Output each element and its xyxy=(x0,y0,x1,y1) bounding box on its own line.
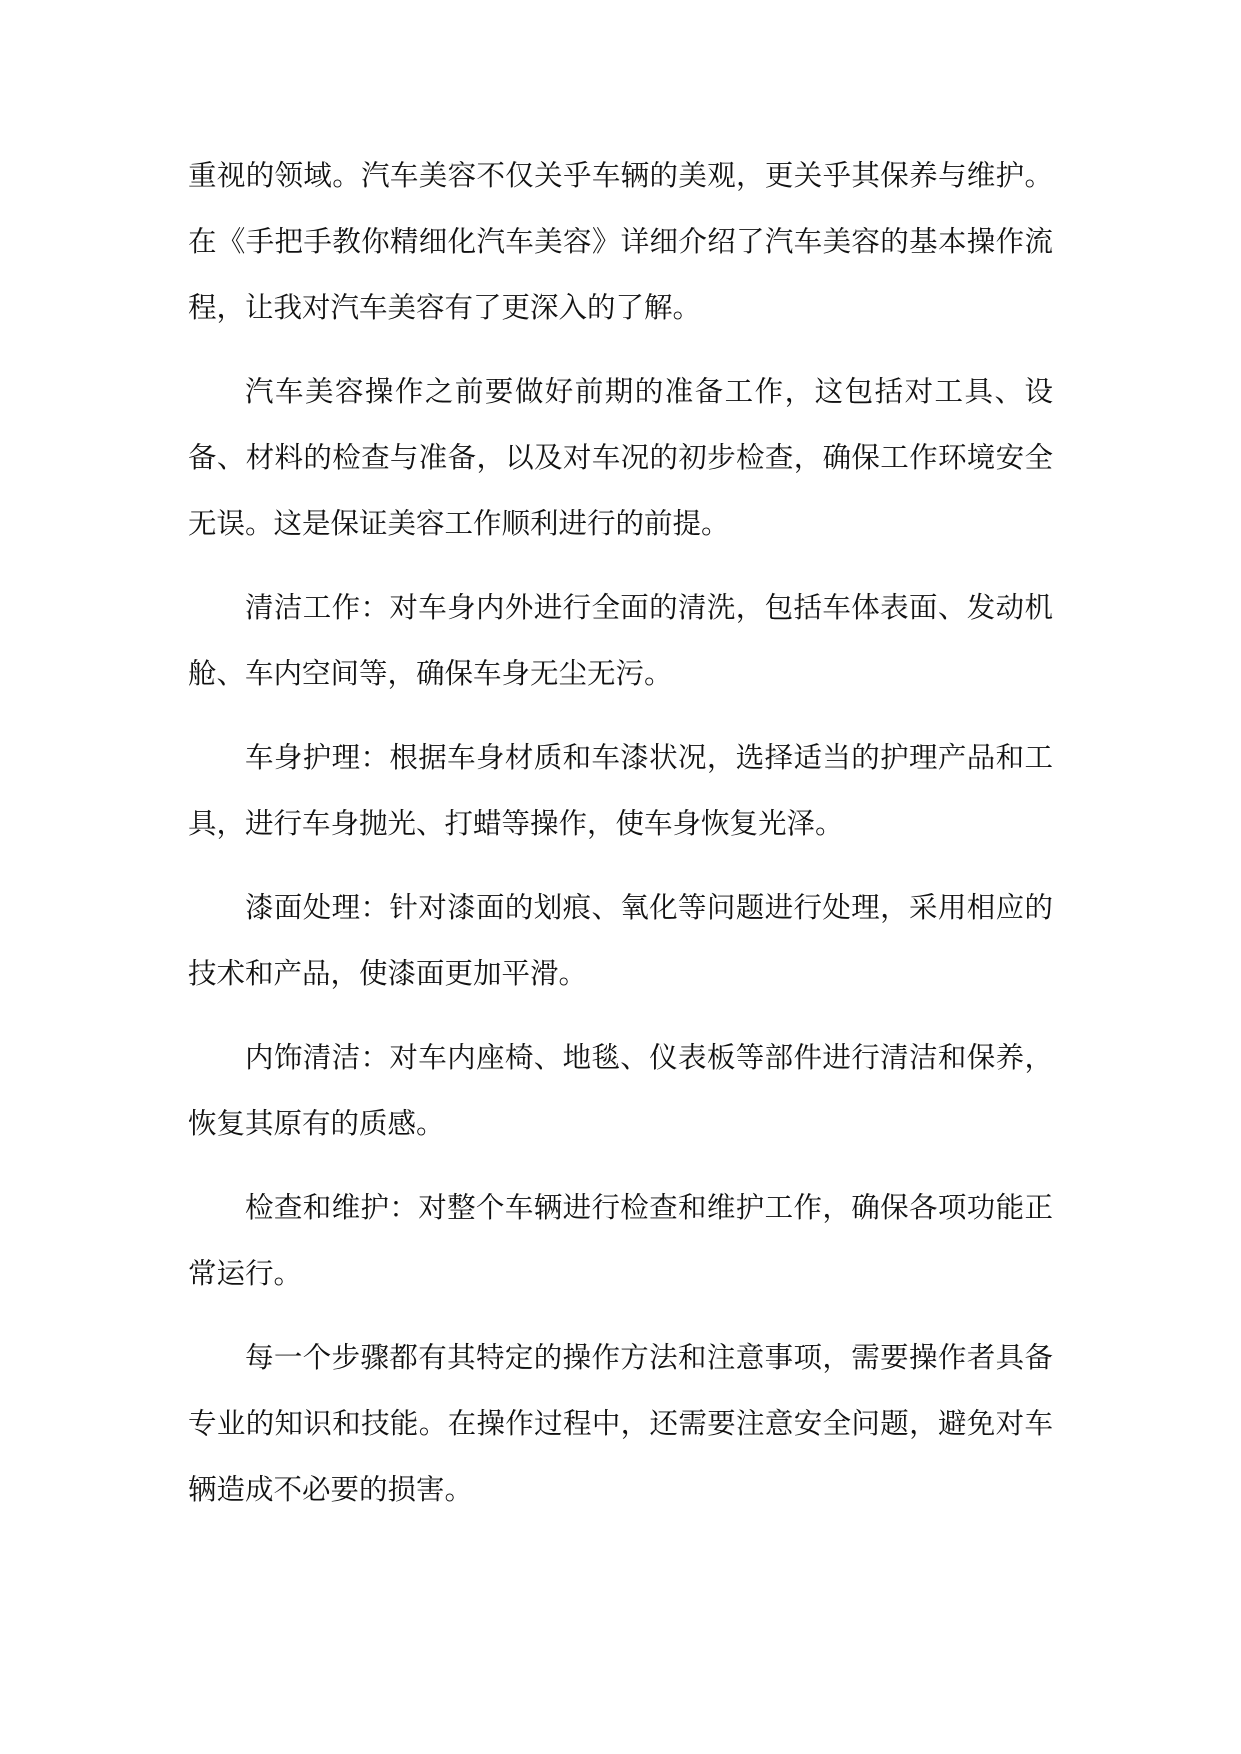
paragraph-4: 车身护理：根据车身材质和车漆状况，选择适当的护理产品和工具，进行车身抛光、打蜡等操作，使车身恢复光泽。 xyxy=(188,741,1053,840)
paragraph-8: 每一个步骤都有其特定的操作方法和注意事项，需要操作者具备专业的知识和技能。在操作过程中，还需要注意安全问题，避免对车辆造成不必要的损害。 xyxy=(188,1341,1053,1506)
paragraph-7: 检查和维护：对整个车辆进行检查和维护工作，确保各项功能正常运行。 xyxy=(188,1191,1053,1290)
paragraph-1: 重视的领域。汽车美容不仅关乎车辆的美观，更关乎其保养与维护。在《手把手教你精细化汽车美容》详细介绍了汽车美容的基本操作流程，让我对汽车美容有了更深入的了解。 xyxy=(188,159,1053,324)
paragraph-2: 汽车美容操作之前要做好前期的准备工作，这包括对工具、设备、材料的检查与准备，以及对车况的初步检查，确保工作环境安全无误。这是保证美容工作顺利进行的前提。 xyxy=(188,375,1053,540)
paragraph-5: 漆面处理：针对漆面的划痕、氧化等问题进行处理，采用相应的技术和产品，使漆面更加平滑。 xyxy=(188,891,1053,990)
body-text xyxy=(188,143,1053,1541)
paragraph-6: 内饰清洁：对车内座椅、地毯、仪表板等部件进行清洁和保养，恢复其原有的质感。 xyxy=(188,1041,1053,1140)
paragraph-3: 清洁工作：对车身内外进行全面的清洗，包括车体表面、发动机舱、车内空间等，确保车身无尘无污。 xyxy=(188,591,1053,690)
